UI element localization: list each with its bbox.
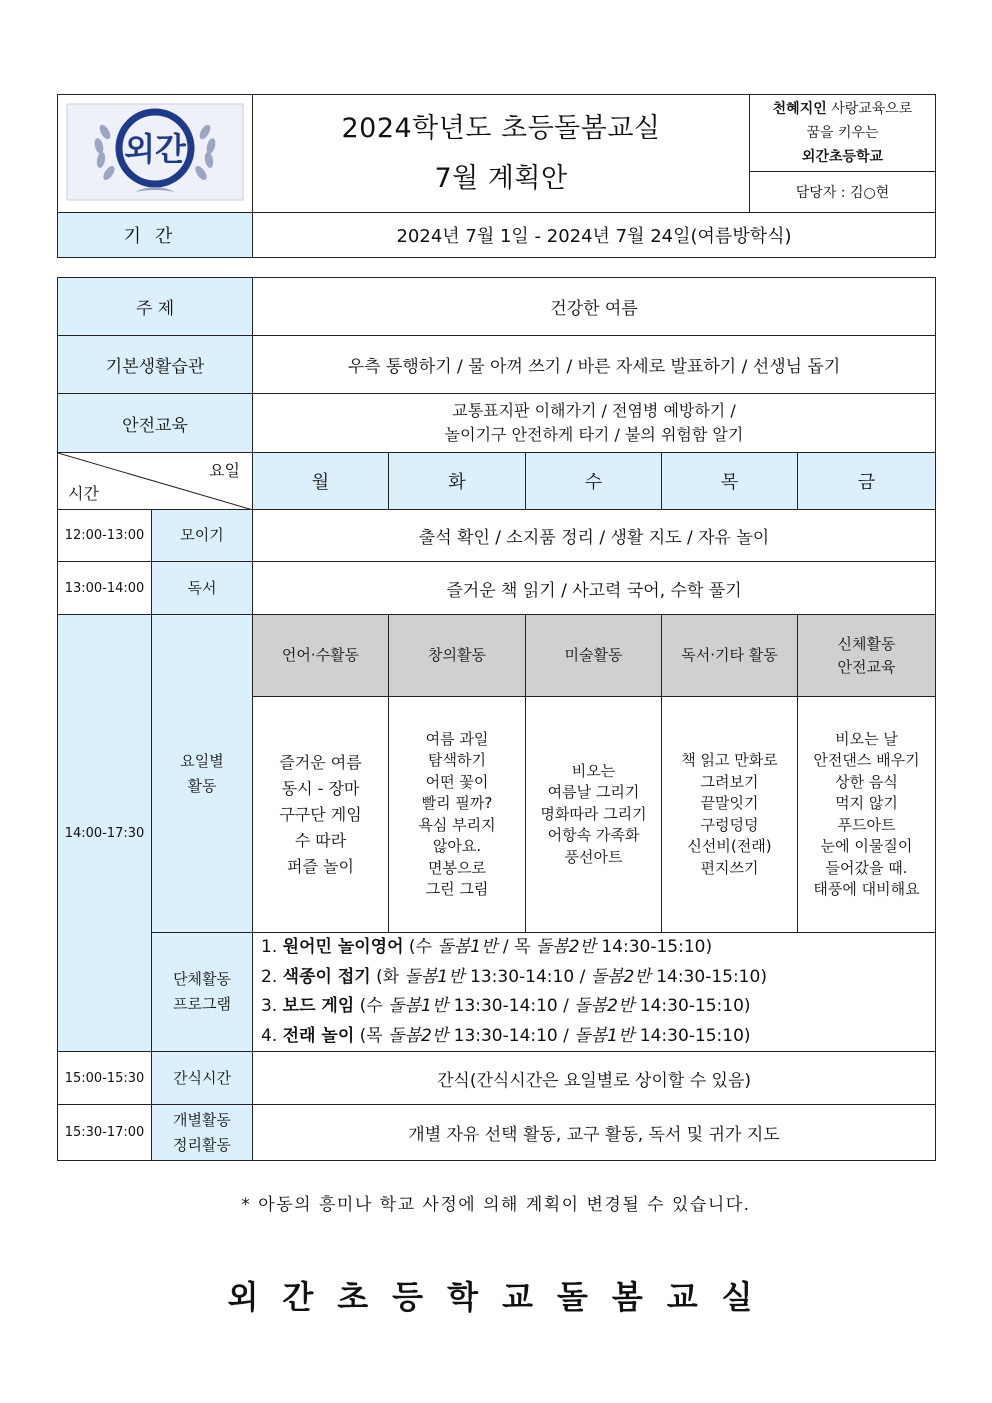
day-mon: 월: [253, 453, 389, 510]
slot-content: 출석 확인 / 소지품 정리 / 생활 지도 / 자유 놀이: [253, 510, 936, 562]
school-logo-icon: [65, 102, 245, 202]
slot-name: [152, 1105, 253, 1161]
weekday-activity-label: [152, 615, 253, 933]
page-title: 2024학년도 초등돌봄교실: [341, 112, 661, 144]
group-item: 4. 전래 놀이 (목 돌봄2반 13:30-14:10 / 돌봄1반 14:30-15:10): [261, 1025, 751, 1046]
header-table: [57, 94, 936, 258]
category-cell: 창의활동: [389, 615, 526, 697]
motto-bold: 천혜지인: [772, 101, 827, 117]
slot-name-line2: 정리활동: [173, 1135, 231, 1154]
group-label-line1: 단체활동: [173, 970, 231, 988]
activity-cell: 여름 과일 탐색하기 어떤 꽃이 빨리 필까? 욕심 부리지 않아요. 면봉으로 그린 그림: [389, 697, 526, 933]
motto-cell: [750, 95, 936, 172]
motto-line2: 꿈을 키우는: [806, 125, 879, 141]
time-slot: 12:00-13:00: [58, 510, 152, 562]
slot-content: 개별 자유 선택 활동, 교구 활동, 독서 및 귀가 지도: [253, 1105, 936, 1161]
slot-content: 간식(간식시간은 요일별로 상이할 수 있음): [253, 1052, 936, 1105]
day-axis-label: 요일: [209, 461, 240, 480]
group-item: 3. 보드 게임 (수 돌봄1반 13:30-14:10 / 돌봄2반 14:30-15:10): [261, 996, 751, 1016]
category-cell: 미술활동: [526, 615, 662, 697]
habits-value: 우측 통행하기 / 물 아껴 쓰기 / 바른 자세로 발표하기 / 선생님 돕기: [253, 336, 936, 394]
group-item: 2. 색종이 접기 (화 돌봄1반 13:30-14:10 / 돌봄2반 14:30-15:10): [261, 966, 767, 987]
slot-name: 독서: [152, 562, 253, 615]
time-axis-label: 시간: [68, 484, 99, 503]
schedule-table: [57, 277, 936, 1161]
footer-school-name: 외간초등학교돌봄교실: [227, 1278, 777, 1316]
group-label-line2: 프로그램: [173, 995, 231, 1013]
group-program-list: [253, 933, 936, 1052]
activity-cell: 비오는 날 안전댄스 배우기 상한 음식 먹지 않기 푸드아트 눈에 이물질이 들어갔을 때. 태풍에 대비해요: [798, 697, 936, 933]
day-tue: 화: [389, 453, 526, 510]
group-item: 1. 원어민 놀이영어 (수 돌봄1반 / 목 돌봄2반 14:30-15:10): [261, 937, 713, 957]
slot-name: 모이기: [152, 510, 253, 562]
manager: 담당자 : 김○현: [750, 172, 936, 213]
slot-name: 간식시간: [152, 1052, 253, 1105]
safety-line1: 교통표지판 이해가기 / 전염병 예방하기 /: [452, 401, 736, 420]
school-name: 외간초등학교: [801, 149, 884, 165]
category-cell: 언어·수활동: [253, 615, 389, 697]
day-thu: 목: [662, 453, 798, 510]
time-slot: 13:00-14:00: [58, 562, 152, 615]
period-value: 2024년 7월 1일 - 2024년 7월 24일(여름방학식): [253, 213, 936, 258]
slot-name-line1: 개별활동: [173, 1110, 231, 1129]
weekday-label-line2: 활동: [187, 776, 217, 795]
motto-rest: 사랑교육으로: [826, 101, 913, 117]
day-time-header: [58, 453, 253, 510]
title-cell: [253, 95, 750, 213]
safety-line2: 놀이기구 안전하게 타기 / 불의 위험함 알기: [444, 425, 744, 444]
safety-label: 안전교육: [58, 394, 253, 453]
slot-content: 즐거운 책 읽기 / 사고력 국어, 수학 풀기: [253, 562, 936, 615]
period-label: 기간: [58, 213, 253, 258]
logo-cell: [58, 95, 253, 213]
weekday-label-line1: 요일별: [180, 751, 224, 770]
time-slot: 15:30-17:00: [58, 1105, 152, 1161]
day-fri: 금: [798, 453, 936, 510]
group-program-label: [152, 933, 253, 1052]
logo-text: 외간: [124, 129, 186, 168]
time-slot-afternoon: 14:00-17:30: [58, 615, 152, 1052]
time-slot: 15:00-15:30: [58, 1052, 152, 1105]
activity-cell: 즐거운 여름 동시 - 장마 구구단 게임 수 따라 퍼즐 놀이: [253, 697, 389, 933]
theme-value: 건강한 여름: [253, 278, 936, 336]
theme-label: 주 제: [58, 278, 253, 336]
activity-cell: 비오는 여름날 그리기 명화따라 그리기 어항속 가족화 풍선아트: [526, 697, 662, 933]
change-notice: * 아동의 흥미나 학교 사정에 의해 계획이 변경될 수 있습니다.: [241, 1195, 751, 1215]
habits-label: 기본생활습관: [58, 336, 253, 394]
activity-cell: 책 읽고 만화로 그려보기 끝말잇기 구렁덩덩 신선비(전래) 편지쓰기: [662, 697, 798, 933]
day-wed: 수: [526, 453, 662, 510]
category-cell: 독서·기타 활동: [662, 615, 798, 697]
safety-value: [253, 394, 936, 453]
category-cell: 신체활동 안전교육: [798, 615, 936, 697]
page-subtitle: 7월 계획안: [434, 162, 568, 194]
